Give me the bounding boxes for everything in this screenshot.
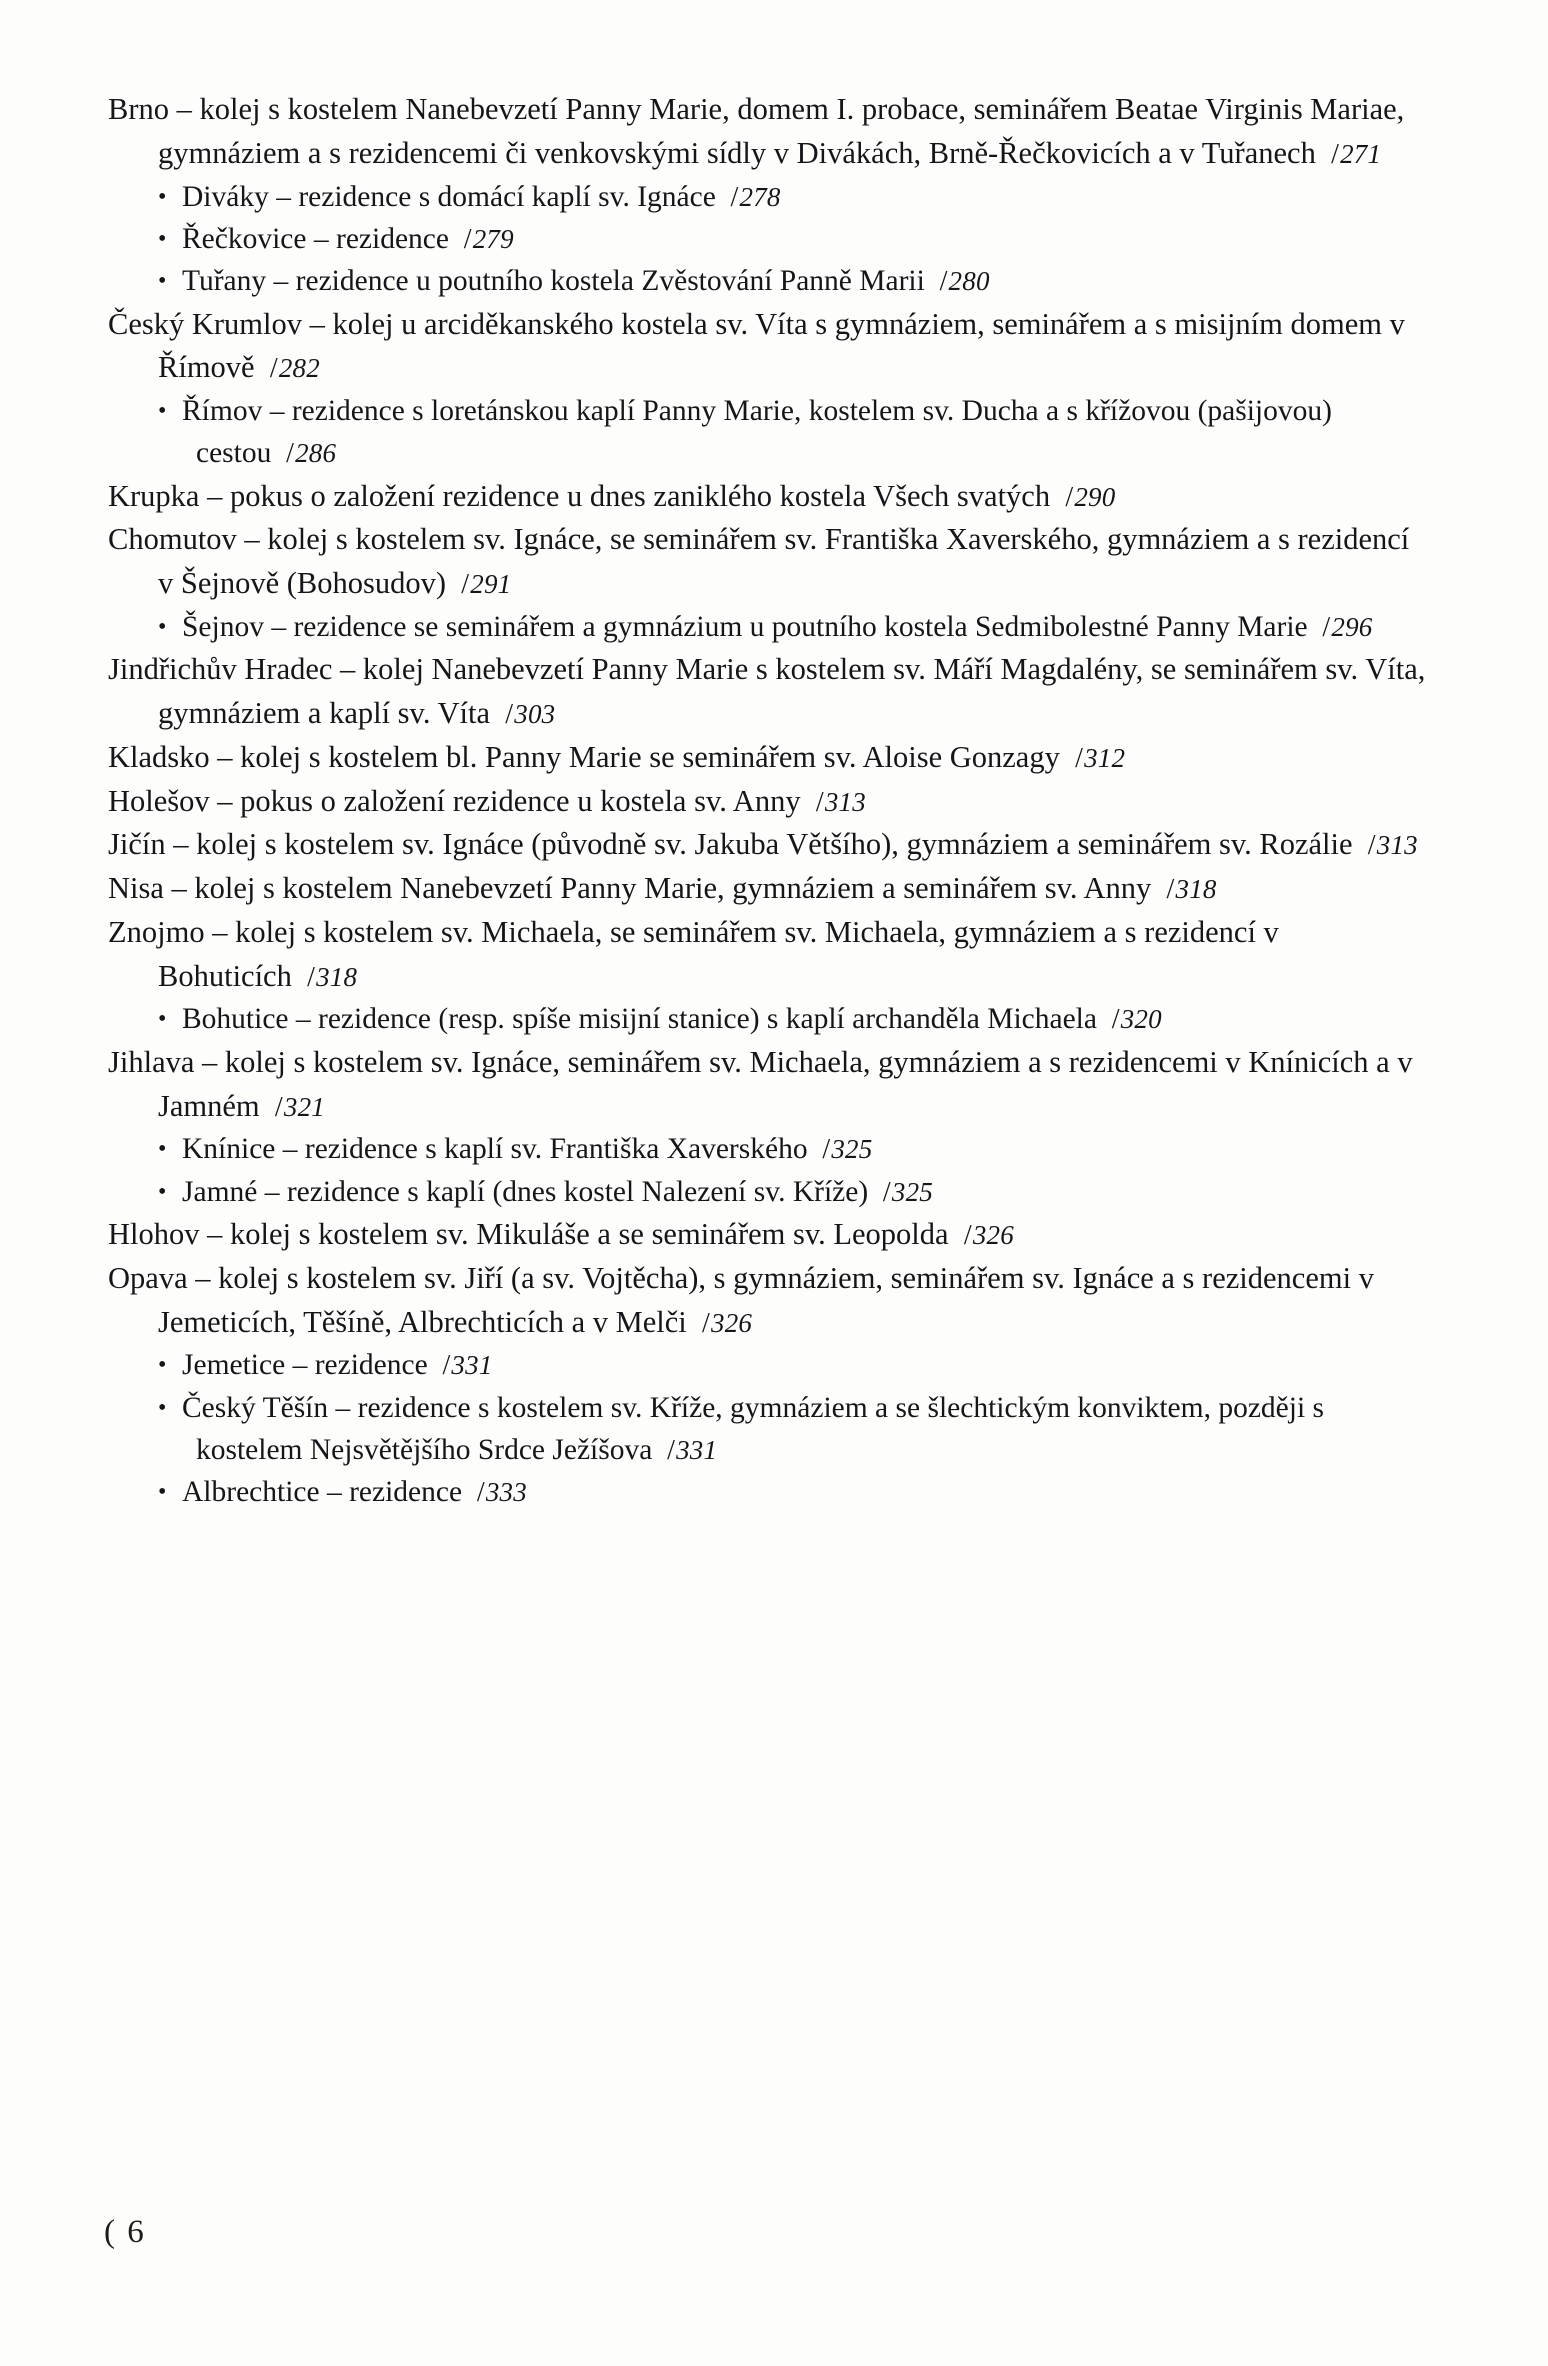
toc-entry[interactable] bbox=[108, 1128, 1428, 1170]
toc-entry-page: /325 bbox=[882, 1176, 933, 1208]
toc-entry[interactable] bbox=[108, 1257, 1428, 1345]
toc-entry-page: /331 bbox=[667, 1434, 718, 1466]
toc-entry-lead bbox=[158, 223, 182, 255]
toc-entry[interactable] bbox=[108, 1171, 1428, 1213]
toc-entry-title: Diváky – rezidence s domácí kaplí sv. Ignáce bbox=[182, 180, 716, 213]
toc-entry-page: /278 bbox=[730, 181, 781, 213]
bullet-icon: • bbox=[158, 614, 167, 640]
toc-entry-page: /333 bbox=[476, 1477, 527, 1509]
toc-entry-page: /286 bbox=[286, 438, 337, 470]
toc-entry-title: Chomutov – kolej s kostelem sv. Ignáce, se seminářem sv. Františka Xaverského, gymnáziem a s rezidencí v Šejnově (Bohosudov) bbox=[108, 522, 1410, 601]
toc-entry-page: /331 bbox=[442, 1350, 493, 1382]
toc-entry[interactable] bbox=[108, 390, 1428, 475]
toc-page-number: 279 bbox=[472, 223, 514, 254]
toc-entry-title: Nisa – kolej s kostelem Nanebevzetí Panny Marie, gymnáziem a seminářem sv. Anny bbox=[108, 871, 1152, 906]
toc-entry-page: /296 bbox=[1322, 612, 1373, 643]
toc-entry-lead bbox=[158, 1133, 182, 1165]
toc-entry-lead bbox=[158, 1349, 182, 1381]
toc-entry-title: Jičín – kolej s kostelem sv. Ignáce (původně sv. Jakuba Většího), gymnáziem a seminářem sv. Rozálie bbox=[108, 827, 1353, 862]
toc-entry[interactable] bbox=[108, 911, 1428, 999]
toc-entry[interactable] bbox=[108, 648, 1428, 736]
toc-entry[interactable] bbox=[108, 1387, 1428, 1472]
toc-entry[interactable] bbox=[108, 303, 1428, 391]
toc-entry[interactable] bbox=[108, 475, 1428, 519]
toc-entry-page: /279 bbox=[463, 223, 514, 255]
toc-entry-lead bbox=[158, 611, 182, 643]
toc-page-number: 318 bbox=[316, 961, 358, 992]
toc-entry[interactable] bbox=[108, 1041, 1428, 1129]
bullet-icon: • bbox=[158, 1136, 167, 1163]
toc-entry-title: Krupka – pokus o založení rezidence u dnes zaniklého kostela Všech svatých bbox=[108, 478, 1051, 513]
toc-page-number: 290 bbox=[1074, 481, 1116, 512]
toc-entry-page: /313 bbox=[815, 786, 866, 818]
toc-page-number: 326 bbox=[711, 1307, 753, 1338]
toc-entry-page: /318 bbox=[1166, 874, 1217, 906]
toc-entry[interactable] bbox=[108, 780, 1428, 824]
toc-entry[interactable] bbox=[108, 1471, 1428, 1513]
toc-page-number: 278 bbox=[739, 181, 781, 212]
toc-entry-title: Opava – kolej s kostelem sv. Jiří (a sv. Vojtěcha), s gymnáziem, seminářem sv. Ignáce a s rezidencemi v Jemeticích, Těšíně, Albrechticích a v Melči bbox=[108, 1260, 1374, 1339]
toc-page-number: 325 bbox=[891, 1176, 933, 1207]
toc-page-number: 326 bbox=[972, 1219, 1014, 1250]
toc-entry-page: /282 bbox=[269, 353, 320, 385]
toc-page-number: 291 bbox=[470, 569, 512, 600]
toc-page-number: 271 bbox=[1340, 138, 1382, 169]
toc-entry-title: Brno – kolej s kostelem Nanebevzetí Panny Marie, domem I. probace, seminářem Beatae Virginis Mariae, gymnáziem a s rezidencemi či venkovskými sídly v Divákách, Brně-Řečkovicích a v Tuřanech bbox=[108, 92, 1405, 170]
toc-entry-title: Jindřichův Hradec – kolej Nanebevzetí Panny Marie s kostelem sv. Máří Magdalény, se seminářem sv. Víta, gymnáziem a kaplí sv. Víta bbox=[108, 652, 1426, 731]
bullet-icon: • bbox=[158, 225, 167, 252]
toc-entry-page: /313 bbox=[1367, 830, 1418, 862]
toc-entry-page: /318 bbox=[307, 961, 358, 993]
bullet-icon: • bbox=[158, 268, 167, 295]
toc-entry-title: Římov – rezidence s loretánskou kaplí Panny Marie, kostelem sv. Ducha a s křížovou (pašijovou) cestou bbox=[182, 395, 1332, 470]
toc-entry-page: /303 bbox=[505, 699, 556, 731]
toc-page-number: 282 bbox=[278, 353, 320, 384]
toc-content bbox=[108, 88, 1428, 1514]
toc-entry[interactable] bbox=[108, 218, 1428, 260]
toc-page-number: 325 bbox=[831, 1134, 873, 1165]
toc-entry-title: Šejnov – rezidence se seminářem a gymnázium u poutního kostela Sedmibolestné Panny Marie bbox=[182, 611, 1308, 643]
toc-page-number: 321 bbox=[283, 1091, 325, 1122]
toc-entry-page: /325 bbox=[822, 1134, 873, 1166]
toc-entry-lead bbox=[158, 1003, 182, 1035]
toc-page-number: 280 bbox=[948, 266, 990, 297]
toc-entry[interactable] bbox=[108, 998, 1428, 1040]
toc-page-number: 312 bbox=[1084, 742, 1126, 773]
toc-entry-title: Jihlava – kolej s kostelem sv. Ignáce, seminářem sv. Michaela, gymnáziem a s rezidencemi v Knínicích a v Jamném bbox=[108, 1044, 1413, 1123]
toc-entry-lead bbox=[158, 265, 182, 297]
toc-entry[interactable] bbox=[108, 518, 1428, 606]
toc-page-number: 286 bbox=[295, 438, 337, 469]
toc-entry-title: Český Krumlov – kolej u arciděkanského kostela sv. Víta s gymnáziem, seminářem a s misijním domem v Římově bbox=[108, 306, 1405, 385]
toc-entry-page: /290 bbox=[1065, 481, 1116, 513]
toc-entry[interactable] bbox=[108, 606, 1428, 648]
toc-page-number: 333 bbox=[485, 1477, 527, 1508]
toc-entry-title: Znojmo – kolej s kostelem sv. Michaela, se seminářem sv. Michaela, gymnáziem a s rezidencí v Bohuticích bbox=[108, 914, 1279, 993]
bullet-icon: • bbox=[158, 1006, 167, 1033]
toc-entry-title: Bohutice – rezidence (resp. spíše misijní stanice) s kaplí archanděla Michaela bbox=[182, 1003, 1097, 1036]
bullet-icon: • bbox=[158, 1394, 167, 1421]
toc-entry-title: Albrechtice – rezidence bbox=[182, 1476, 463, 1509]
toc-entry-lead bbox=[158, 1476, 182, 1508]
toc-entry-title: Hlohov – kolej s kostelem sv. Mikuláše a se seminářem sv. Leopolda bbox=[108, 1216, 949, 1251]
toc-entry-title: Řečkovice – rezidence bbox=[182, 222, 449, 255]
toc-page-number: 313 bbox=[1376, 830, 1418, 861]
toc-entry[interactable] bbox=[108, 88, 1428, 176]
toc-entry-title: Holešov – pokus o založení rezidence u kostela sv. Anny bbox=[108, 783, 801, 818]
toc-entry-page: /280 bbox=[939, 266, 990, 298]
toc-page-number: 320 bbox=[1120, 1004, 1162, 1035]
toc-entry[interactable] bbox=[108, 176, 1428, 218]
toc-entry[interactable] bbox=[108, 867, 1428, 911]
toc-list bbox=[108, 88, 1428, 1514]
toc-entry[interactable] bbox=[108, 260, 1428, 302]
toc-page-number: 296 bbox=[1331, 612, 1373, 642]
toc-entry[interactable] bbox=[108, 1344, 1428, 1386]
toc-entry-lead bbox=[158, 181, 182, 213]
toc-page-number: 318 bbox=[1175, 874, 1217, 905]
toc-page-number: 331 bbox=[676, 1434, 718, 1465]
toc-entry-page: /326 bbox=[963, 1219, 1014, 1251]
toc-entry-page: /271 bbox=[1331, 138, 1382, 170]
bullet-icon: • bbox=[158, 183, 167, 210]
bullet-icon: • bbox=[158, 1479, 167, 1506]
bullet-icon: • bbox=[158, 1352, 167, 1379]
bullet-icon: • bbox=[158, 398, 167, 425]
toc-entry-page: /321 bbox=[274, 1091, 325, 1123]
toc-entry[interactable] bbox=[108, 1213, 1428, 1257]
toc-page-number: 303 bbox=[514, 699, 556, 730]
toc-entry-title: Jemetice – rezidence bbox=[182, 1349, 428, 1382]
toc-entry-title: Knínice – rezidence s kaplí sv. Františka Xaverského bbox=[182, 1133, 808, 1166]
toc-entry[interactable] bbox=[108, 823, 1428, 867]
toc-entry-title: Kladsko – kolej s kostelem bl. Panny Marie se seminářem sv. Aloise Gonzagy bbox=[108, 739, 1060, 774]
bullet-icon: • bbox=[158, 1178, 167, 1205]
toc-entry-page: /326 bbox=[702, 1307, 753, 1339]
toc-entry-lead bbox=[158, 1392, 182, 1424]
toc-page-number: 313 bbox=[824, 786, 866, 817]
toc-page-number: 331 bbox=[451, 1350, 493, 1381]
toc-entry-title: Tuřany – rezidence u poutního kostela Zvěstování Panně Marii bbox=[182, 265, 925, 298]
page-folio: ( 6 bbox=[104, 2214, 146, 2250]
toc-entry-title: Jamné – rezidence s kaplí (dnes kostel Nalezení sv. Kříže) bbox=[182, 1175, 869, 1208]
toc-entry-page: /320 bbox=[1111, 1004, 1162, 1036]
toc-entry[interactable] bbox=[108, 736, 1428, 780]
toc-entry-title: Český Těšín – rezidence s kostelem sv. Kříže, gymnáziem a se šlechtickým konviktem, později s kostelem Nejsvětějšího Srdce Ježíšova bbox=[182, 1391, 1325, 1466]
toc-entry-page: /312 bbox=[1075, 742, 1126, 774]
toc-entry-page: /291 bbox=[461, 569, 512, 601]
toc-entry-lead bbox=[158, 395, 182, 427]
toc-entry-lead bbox=[158, 1176, 182, 1208]
